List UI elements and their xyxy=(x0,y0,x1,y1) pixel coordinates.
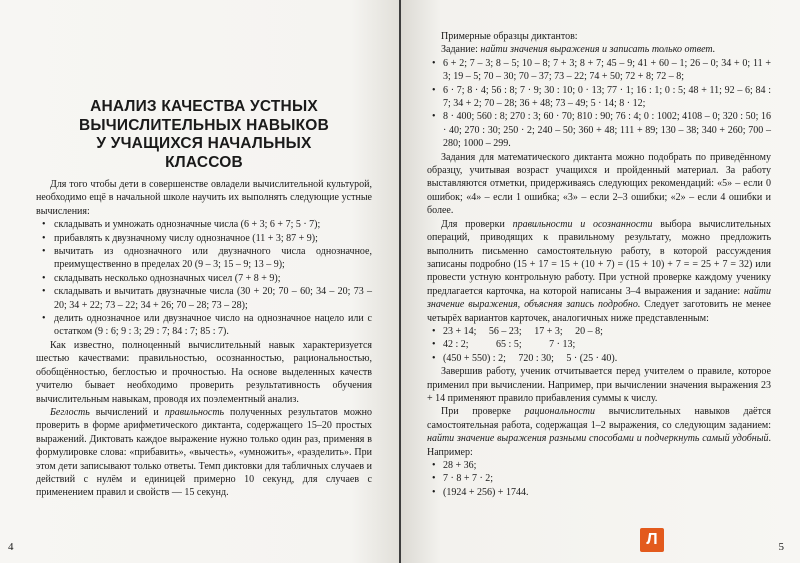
intro-paragraph: Для того чтобы дети в совершенстве овладели вычислительной культурой, необходимо ещё в начальной школе научить их выполнять следующие устные вычисления: xyxy=(36,179,372,217)
title-line: ВЫЧИСЛИТЕЛЬНЫХ НАВЫКОВ xyxy=(79,116,329,134)
text-run: Для проверки xyxy=(441,218,513,230)
page-number: 4 xyxy=(8,541,14,553)
qualities-paragraph: Как известно, полноценный вычислительный навык характеризуется шестью качествами: правильностью, осознанностью, рациональностью, обобщённостью, беглостью и прочностью. На основе выделенных качеств учителю бывает необходимо проверить результативность обучения вычислительным навыкам, проводя их поэлементный анализ. xyxy=(36,339,372,405)
text-run: вычислительных навыков даётся самостоятельная работа, содержащая 1–2 выражения, со следующим заданием: xyxy=(427,406,771,431)
example-list xyxy=(427,459,771,499)
grading-paragraph: Задания для математического диктанта можно подобрать по приведённому образцу, учитывая возраст учащихся и пройденный материал. За работу выставляются отметки, придерживаясь следующих рекомендаций: «5» – если 0 ошибок; «4» – если 1 ошибка; «3» – если 2–3 ошибки; «2» – если 4 ошибки и более. xyxy=(427,151,771,217)
right-page xyxy=(401,0,800,563)
samples-heading: Примерные образцы диктантов: xyxy=(441,31,578,42)
skills-list xyxy=(36,218,372,339)
text-run: вычислений и xyxy=(89,406,165,418)
report-paragraph: Завершив работу, ученик отчитывается перед учителем о правиле, которое применил при вычислении. Например, при вычислении значения выражения 23 + 14 применяют правило прибавления суммы к числу. xyxy=(427,366,771,404)
emphasis: Беглость xyxy=(50,406,90,418)
list-item: • делить однозначное или двузначное число на однозначное нацело или с остатком (9 : 6; 9 : 3; 29 : 7; 84 : 7; 85 : 7). xyxy=(36,312,372,339)
list-item: • 6 + 2; 7 – 3; 8 – 5; 10 – 8; 7 + 3; 8 + 7; 45 – 9; 41 + 60 – 1; 26 – 0; 34 + 0; 11 + 3; 19 – 5; 70 – 30; 70 – 37; 73 – 22; 74 + 50; 72 + 8; 72 – 8; xyxy=(427,57,771,84)
dictation-paragraph xyxy=(36,406,372,500)
emphasis: правильность xyxy=(164,406,225,418)
text-run: . Например: xyxy=(427,433,771,458)
list-item: • 28 + 36; xyxy=(427,459,771,472)
list-item: • прибавлять к двузначному числу однозначное (11 + 3; 87 + 9); xyxy=(36,232,372,245)
list-item: • складывать несколько однозначных чисел (7 + 8 + 9); xyxy=(36,272,372,285)
publisher-logo: Л xyxy=(640,528,664,552)
list-item: • 8 · 400; 560 : 8; 270 : 3; 60 · 70; 810 : 90; 76 : 4; 0 : 1002; 4108 – 0; 320 : 50; 16 · 40; 270 : 30; 250 · 2; 240 – 50; 360 + 48; 111 + 89; 130 – 38; 340 + 260; 700 – 280; 1000 – 299. xyxy=(427,110,771,150)
list-item: • (450 + 550) : 2; 720 : 30; 5 · (25 · 40). xyxy=(427,352,771,365)
list-item: • 23 + 14; 56 – 23; 17 + 3; 20 – 8; xyxy=(427,325,771,338)
list-item: • 6 · 7; 8 · 4; 56 : 8; 7 · 9; 30 : 10; 0 · 13; 77 · 1; 16 : 1; 0 : 5; 48 + 11; 92 – 6; 84 : 7; 34 + 2; 70 – 28; 36 + 48; 73 – 49; 5 · 14; 8 · 12; xyxy=(427,84,771,111)
title-line: КЛАССОВ xyxy=(165,153,243,171)
list-item: • складывать и умножать однозначные числа (6 + 3; 6 + 7; 5 · 7); xyxy=(36,218,372,231)
emphasis: найти значение выражения разными способами и подчеркнуть самый удобный xyxy=(427,433,769,445)
list-item: • складывать и вычитать двузначные числа (30 + 20; 70 – 60; 34 – 20; 73 – 20; 34 + 22; 73 – 22; 34 + 26; 70 – 28; 73 – 28); xyxy=(36,285,372,312)
correctness-paragraph xyxy=(427,218,771,325)
chapter-title xyxy=(36,98,372,172)
emphasis: рациональности xyxy=(524,406,596,418)
dictation-list xyxy=(427,57,771,151)
text-run: полученных результатов можно проверить в форме арифметического диктанта, содержащего 15–20 простых выражений. Диктовать каждое выражение нужно только один раз, применяя в формулировке слова: «прибавить», «вычесть», «умножить», «разделить». При этом дети записывают только ответы. Темп диктовки для табличных случаев и действий с нулём и единицей примерно 10 секунд, для случаев с применением правил и свойств — 15 секунд. xyxy=(36,406,372,499)
page-number: 5 xyxy=(778,541,784,553)
list-item: • вычитать из однозначного или двузначного числа однозначное, преимущественно в пределах 20 (9 – 3; 15 – 9; 13 – 9); xyxy=(36,245,372,272)
rationality-paragraph xyxy=(427,405,771,459)
emphasis: правильности и осознанности xyxy=(512,218,653,230)
text-run: Следует заготовить не менее четырёх вариантов карточек, аналогичных ниже представленным: xyxy=(427,299,771,324)
text-run: выбора вычислительных операций, приводящих к правильному результату, можно предложить выполнить письменно самостоятельную работу, в которой рассуждения записаны подробно (15 + 17 = 15 + (10 + 7) = (15 + 10) + 7 = = 25 + 7 = 32) или провести устную контрольную работу. При устной проверке каждому ученику предлагается карточка, на которой написаны 3–4 выражения и задание: xyxy=(427,218,771,297)
card-list xyxy=(427,325,771,365)
text-run: При проверке xyxy=(441,406,525,418)
title-line: У УЧАЩИХСЯ НАЧАЛЬНЫХ xyxy=(96,135,312,152)
left-body xyxy=(36,178,372,500)
title-line: АНАЛИЗ КАЧЕСТВА УСТНЫХ xyxy=(90,98,318,115)
task-label: Задание: xyxy=(441,44,481,56)
list-item: • 42 : 2; 65 : 5; 7 · 13; xyxy=(427,338,771,351)
left-page xyxy=(0,0,399,563)
right-body xyxy=(427,30,771,499)
list-item: • (1924 + 256) + 1744. xyxy=(427,486,771,499)
task-line xyxy=(427,43,771,56)
list-item: • 7 · 8 + 7 · 2; xyxy=(427,472,771,485)
emphasis: найти значение выражения, объясняя запись подробно. xyxy=(427,285,771,311)
task-text: найти значения выражения и записать только ответ. xyxy=(480,44,716,56)
